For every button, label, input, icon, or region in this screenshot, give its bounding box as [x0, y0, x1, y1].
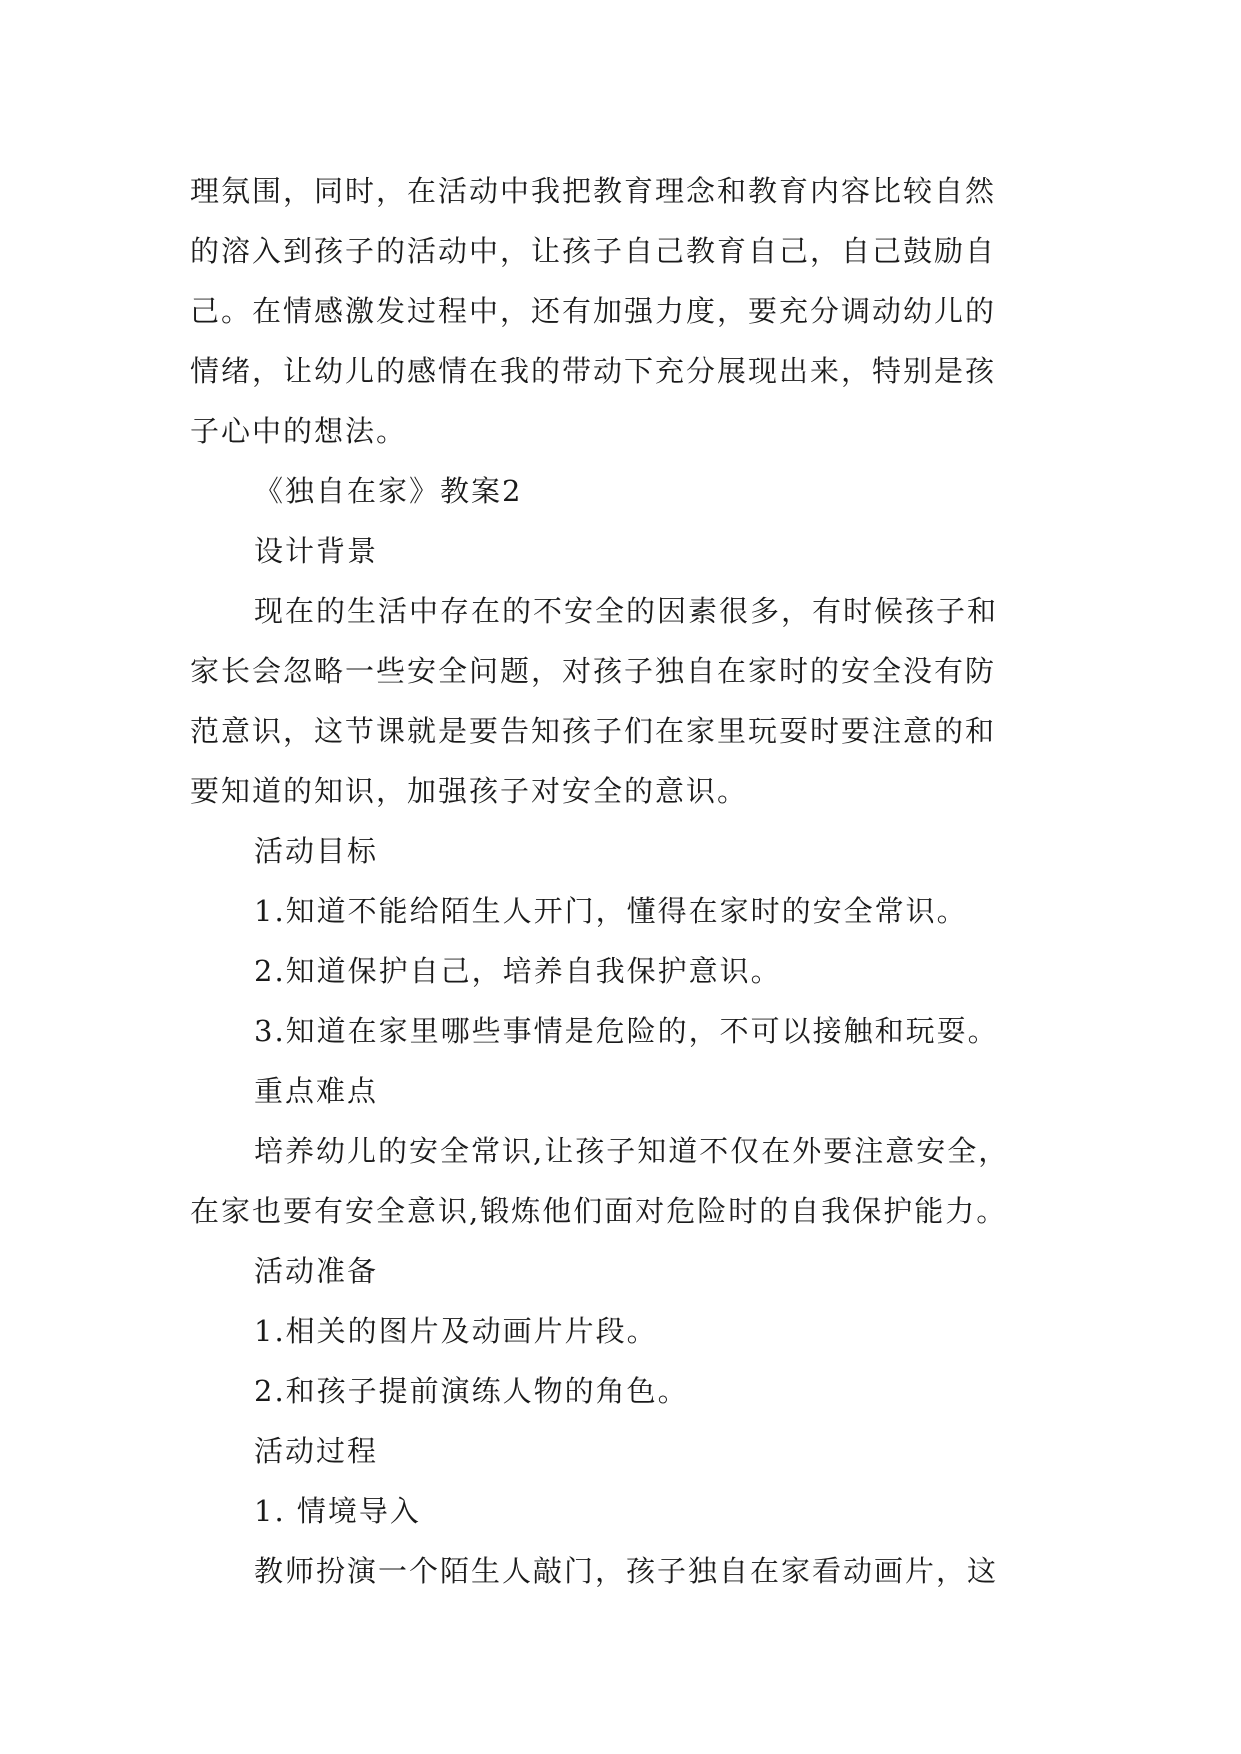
paragraph-line: 家长会忽略一些安全问题，对孩子独自在家时的安全没有防: [190, 654, 997, 688]
paragraph-line: 子心中的想法。: [190, 414, 408, 448]
list-item: 3.知道在家里哪些事情是危险的，不可以接触和玩耍。: [254, 1014, 999, 1048]
paragraph-line: 现在的生活中存在的不安全的因素很多，有时候孩子和: [254, 594, 999, 628]
section-heading: 活动目标: [254, 834, 379, 868]
list-item: 2.和孩子提前演练人物的角色。: [254, 1374, 689, 1408]
paragraph-line: 培养幼儿的安全常识,让孩子知道不仅在外要注意安全，: [254, 1134, 1010, 1168]
list-item: 1.知道不能给陌生人开门，懂得在家时的安全常识。: [254, 894, 968, 928]
paragraph-line: 教师扮演一个陌生人敲门，孩子独自在家看动画片，这: [254, 1554, 999, 1588]
paragraph-line: 己。在情感激发过程中，还有加强力度，要充分调动幼儿的: [190, 294, 997, 328]
document-body: [190, 161, 1070, 1601]
section-heading: 活动准备: [254, 1254, 379, 1288]
paragraph-line: 在家也要有安全意识,锻炼他们面对危险时的自我保护能力。: [190, 1194, 1008, 1228]
paragraph-line: 情绪，让幼儿的感情在我的带动下充分展现出来，特别是孩: [190, 354, 997, 388]
subsection-heading: 1. 情境导入: [254, 1494, 421, 1528]
section-heading: 活动过程: [254, 1434, 379, 1468]
list-item: 2.知道保护自己，培养自我保护意识。: [254, 954, 782, 988]
paragraph-line: 要知道的知识，加强孩子对安全的意识。: [190, 774, 749, 808]
lesson-title: 《独自在家》教案2: [254, 474, 523, 508]
section-heading: 设计背景: [254, 534, 379, 568]
paragraph-line: 范意识，这节课就是要告知孩子们在家里玩耍时要注意的和: [190, 714, 997, 748]
paragraph-line: 理氛围，同时，在活动中我把教育理念和教育内容比较自然: [190, 174, 997, 208]
list-item: 1.相关的图片及动画片片段。: [254, 1314, 658, 1348]
section-heading: 重点难点: [254, 1074, 379, 1108]
paragraph-line: 的溶入到孩子的活动中，让孩子自己教育自己，自己鼓励自: [190, 234, 997, 268]
